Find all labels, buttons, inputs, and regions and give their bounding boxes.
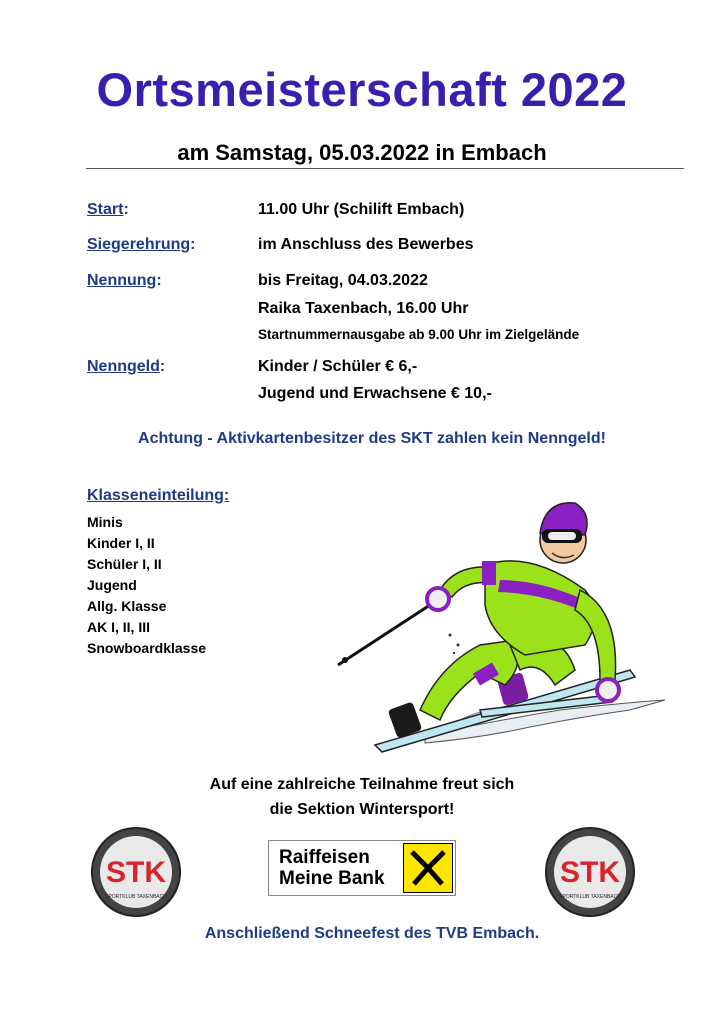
siegerehrung-label: Siegerehrung — [87, 236, 191, 253]
nennung-colon: : — [156, 272, 162, 289]
sponsor-gable-cross-icon — [403, 843, 453, 893]
nennung-value-location: Raika Taxenbach, 16.00 Uhr — [258, 300, 469, 317]
class-item: Jugend — [87, 577, 137, 593]
closing-line-2: die Sektion Wintersport! — [269, 801, 455, 818]
class-item: Allg. Klasse — [87, 598, 167, 614]
class-item: Kinder I, II — [87, 535, 155, 551]
class-item: Schüler I, II — [87, 556, 162, 572]
classes-list — [87, 512, 206, 659]
class-item: AK I, II, III — [87, 619, 151, 635]
event-date-subtitle: am Samstag, 05.03.2022 in Embach — [177, 140, 547, 165]
sponsor-line-2: Meine Bank — [279, 868, 385, 889]
nennung-label-row — [87, 272, 162, 290]
start-label-row — [87, 201, 129, 219]
logo-right-sub: SPORTKLUB TAXENBACH — [559, 894, 621, 900]
sponsor-text — [279, 847, 385, 889]
closing-line-1: Auf eine zahlreiche Teilnahme freut sich — [209, 776, 515, 793]
siegerehrung-value: im Anschluss des Bewerbes — [258, 236, 474, 253]
class-item: Minis — [87, 514, 123, 530]
nenngeld-label: Nenngeld — [87, 358, 160, 375]
nenngeld-value-kids: Kinder / Schüler € 6,- — [258, 358, 418, 375]
club-logo-right — [544, 826, 636, 918]
logo-left-sub: SPORTKLUB TAXENBACH — [105, 894, 167, 900]
nenngeld-label-row — [87, 358, 165, 376]
classes-heading: Klasseneinteilung: — [87, 487, 230, 504]
club-logo-left — [90, 826, 182, 918]
skier-illustration — [330, 495, 670, 760]
footer-text: Anschließend Schneefest des TVB Embach. — [204, 925, 540, 942]
nennung-value-deadline: bis Freitag, 04.03.2022 — [258, 272, 428, 289]
nennung-value-startnumbers: Startnummernausgabe ab 9.00 Uhr im Zielgelände — [258, 327, 580, 342]
logo-right-letters: STK — [560, 856, 620, 889]
nenngeld-value-adults: Jugend und Erwachsene € 10,- — [258, 385, 492, 402]
start-label: Start — [87, 201, 124, 218]
nenngeld-colon: : — [159, 358, 166, 375]
sponsor-logo — [268, 840, 456, 896]
divider-line — [86, 168, 684, 169]
siegerehrung-colon: : — [190, 236, 196, 253]
nennung-label: Nennung — [87, 272, 157, 289]
class-item: Snowboardklasse — [87, 640, 207, 656]
logo-left-letters: STK — [106, 856, 166, 889]
siegerehrung-label-row — [87, 236, 195, 254]
start-colon: : — [123, 201, 129, 218]
page-title: Ortsmeisterschaft 2022 — [96, 63, 628, 116]
sponsor-line-1: Raiffeisen — [279, 847, 370, 868]
start-value: 11.00 Uhr (Schilift Embach) — [258, 201, 465, 218]
notice-text: Achtung - Aktivkartenbesitzer des SKT zahlen kein Nenngeld! — [138, 430, 606, 447]
